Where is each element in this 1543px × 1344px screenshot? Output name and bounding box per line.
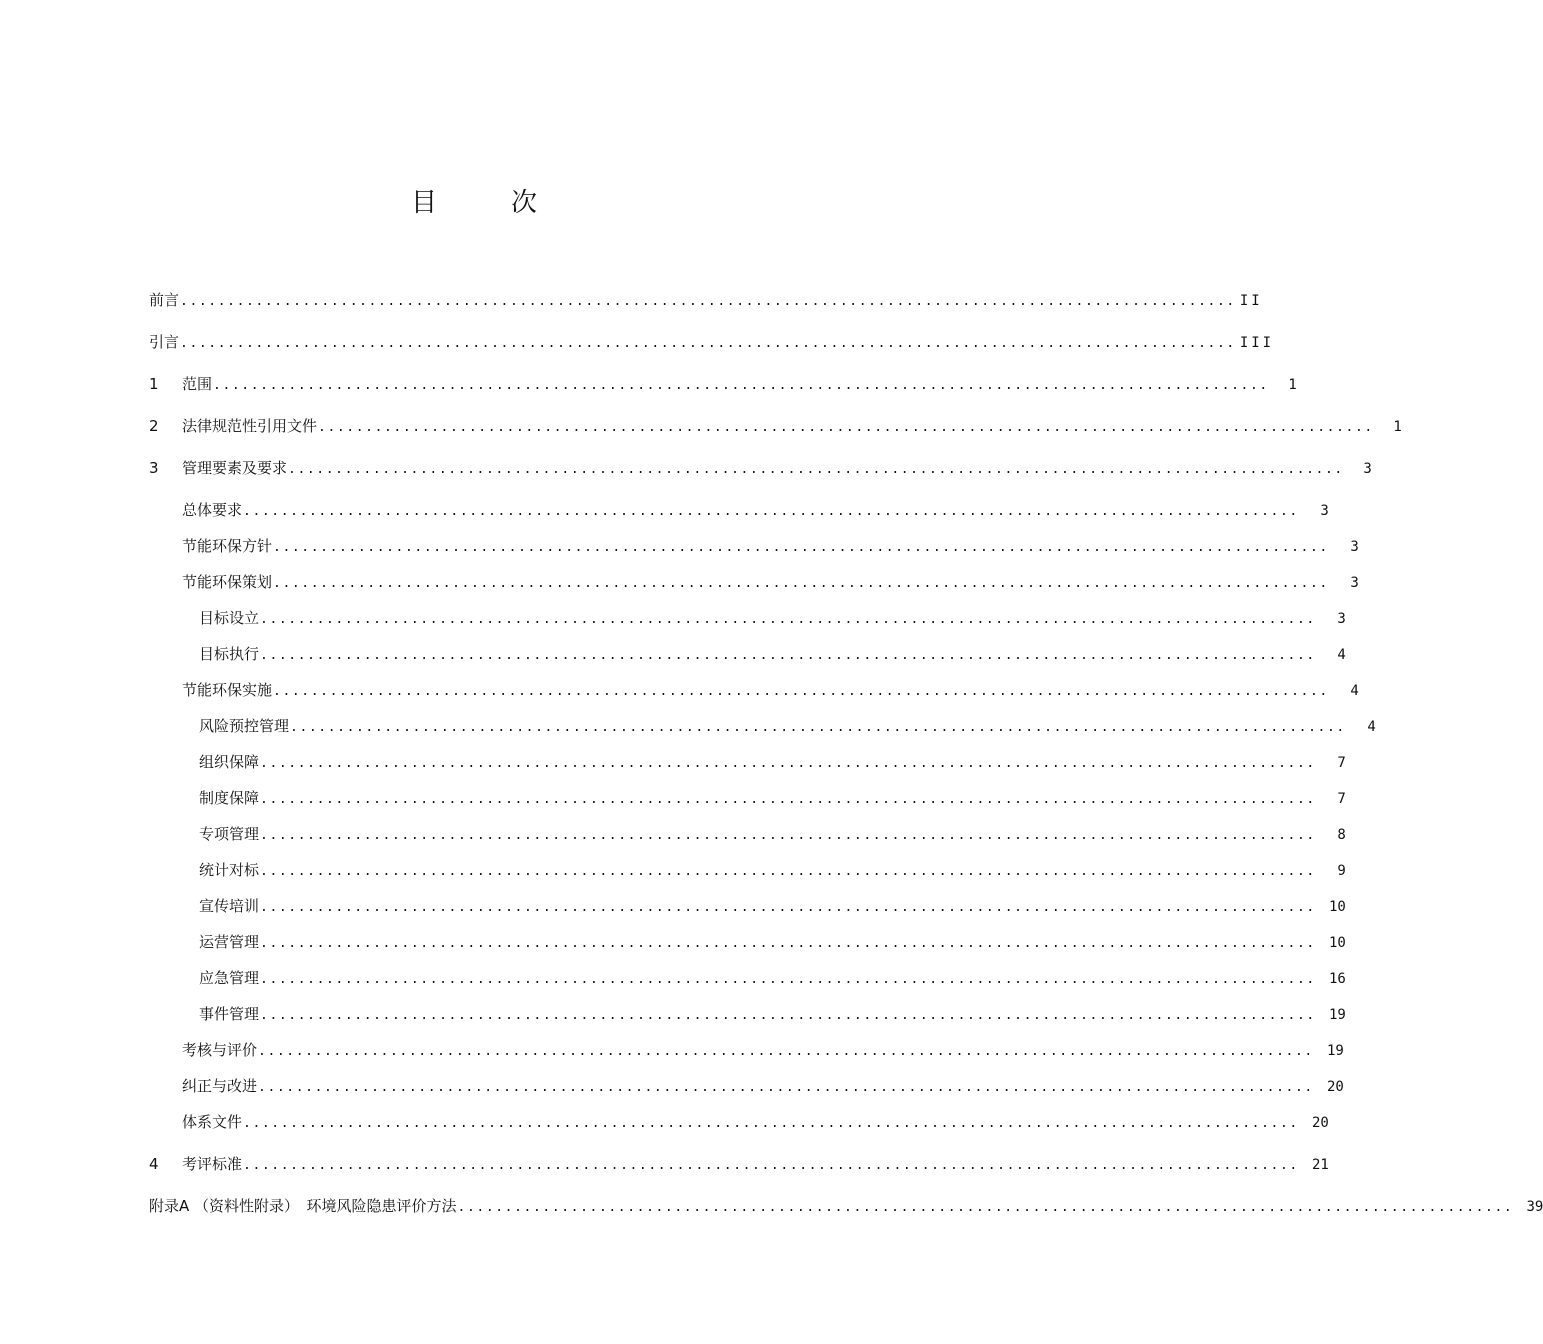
toc-entry-page: 3 (1337, 611, 1346, 627)
toc-entry-label: 引言 (149, 333, 180, 351)
toc-leader: ................................................................................................................ (273, 684, 1329, 699)
toc-entry-number: 1 (149, 375, 159, 393)
toc-entry-label: 纠正与改进 (182, 1077, 258, 1095)
toc-entry-label: 制度保障 (199, 789, 260, 807)
toc-entry-page: 19 (1328, 1007, 1346, 1023)
toc-entry-special-management[interactable] (199, 823, 1346, 845)
toc-entry-page: 20 (1311, 1115, 1329, 1131)
toc-leader: ................................................................................................................ (260, 648, 1316, 663)
toc-entry-label: 附录A （资料性附录） 环境风险隐患评价方法 (149, 1197, 457, 1215)
toc-entry-label: 节能环保实施 (182, 681, 273, 699)
toc-entry-label: 宣传培训 (199, 897, 260, 915)
toc-leader: ................................................................................................................ (273, 576, 1329, 591)
toc-entry-label: 前言 (149, 291, 180, 309)
toc-entry-page: 4 (1350, 683, 1359, 699)
toc-entry-planning[interactable] (182, 571, 1359, 593)
toc-title-char-1: 目 (410, 188, 439, 218)
toc-leader: ................................................................................................................ (260, 936, 1316, 951)
toc-title-char-2: 次 (511, 188, 540, 218)
toc-entry-page: 19 (1326, 1043, 1344, 1059)
toc-title (0, 182, 950, 219)
toc-leader: ................................................................................................................ (213, 378, 1269, 393)
toc-entry-statistics[interactable] (199, 859, 1346, 881)
toc-leader: ................................................................................................................ (457, 1200, 1514, 1215)
toc-entry-label: 组织保障 (199, 753, 260, 771)
toc-entry-label: 节能环保策划 (182, 573, 273, 591)
toc-entry-management-elements[interactable] (149, 457, 1372, 479)
toc-entry-label: 专项管理 (199, 825, 260, 843)
toc-entry-label: 法律规范性引用文件 (182, 417, 318, 435)
toc-entry-assessment[interactable] (182, 1039, 1344, 1061)
toc-entry-page: 3 (1350, 575, 1359, 591)
toc-leader: ................................................................................................................ (260, 756, 1316, 771)
toc-entry-page: 3 (1363, 461, 1372, 477)
toc-entry-correction[interactable] (182, 1075, 1344, 1097)
toc-leader: ................................................................................................................ (243, 1116, 1299, 1131)
toc-entry-normative-references[interactable] (149, 415, 1402, 437)
toc-entry-target-execution[interactable] (199, 643, 1346, 665)
toc-entry-label: 应急管理 (199, 969, 260, 987)
toc-entry-emergency[interactable] (199, 967, 1346, 989)
toc-entry-page: III (1239, 335, 1275, 351)
toc-entry-label: 体系文件 (182, 1113, 243, 1131)
toc-leader: ................................................................................................................ (318, 420, 1374, 435)
toc-entry-introduction[interactable] (149, 331, 1275, 353)
toc-entry-institution[interactable] (199, 787, 1346, 809)
toc-entry-label: 考评标准 (182, 1155, 243, 1173)
toc-leader: ................................................................................................................ (180, 294, 1236, 309)
toc-entry-number: 2 (149, 417, 159, 435)
toc-entry-organization[interactable] (199, 751, 1346, 773)
toc-entry-scope[interactable] (149, 373, 1297, 395)
toc-entry-label: 范围 (182, 375, 213, 393)
toc-entry-label: 管理要素及要求 (182, 459, 288, 477)
toc-entry-implementation[interactable] (182, 679, 1359, 701)
toc-entry-policy[interactable] (182, 535, 1359, 557)
toc-entry-label: 运营管理 (199, 933, 260, 951)
toc-entry-appendix-a[interactable] (149, 1195, 1543, 1217)
toc-entry-general-requirements[interactable] (182, 499, 1329, 521)
toc-entry-page: 8 (1337, 827, 1346, 843)
toc-entry-page: 3 (1320, 503, 1329, 519)
toc-entry-risk-control[interactable] (199, 715, 1376, 737)
toc-leader: ................................................................................................................ (258, 1044, 1314, 1059)
toc-entry-label: 事件管理 (199, 1005, 260, 1023)
toc-entry-page: 16 (1328, 971, 1346, 987)
toc-entry-page: 1 (1288, 377, 1297, 393)
toc-entry-page: 3 (1350, 539, 1359, 555)
toc-entry-label: 目标执行 (199, 645, 260, 663)
toc-leader: ................................................................................................................ (180, 336, 1236, 351)
toc-entry-system-documents[interactable] (182, 1111, 1329, 1133)
toc-entry-label: 总体要求 (182, 501, 243, 519)
toc-entry-label: 考核与评价 (182, 1041, 258, 1059)
toc-entry-number: 3 (149, 459, 159, 477)
toc-leader: ................................................................................................................ (243, 1158, 1299, 1173)
toc-entry-label: 目标设立 (199, 609, 260, 627)
toc-leader: ................................................................................................................ (258, 1080, 1314, 1095)
toc-entry-page: 4 (1367, 719, 1376, 735)
toc-leader: ................................................................................................................ (260, 828, 1316, 843)
toc-leader: ................................................................................................................ (260, 972, 1316, 987)
toc-entry-operation[interactable] (199, 931, 1346, 953)
toc-entry-page: 9 (1337, 863, 1346, 879)
toc-entry-page: 7 (1337, 755, 1346, 771)
toc-leader: ................................................................................................................ (260, 792, 1316, 807)
toc-entry-evaluation-standard[interactable] (149, 1153, 1329, 1175)
toc-leader: ................................................................................................................ (260, 864, 1316, 879)
toc-entry-target-setting[interactable] (199, 607, 1346, 629)
toc-entry-label: 节能环保方针 (182, 537, 273, 555)
toc-entry-page: 39 (1526, 1199, 1543, 1215)
toc-entry-number: 4 (149, 1155, 159, 1173)
toc-entry-page: 7 (1337, 791, 1346, 807)
toc-leader: ................................................................................................................ (273, 540, 1329, 555)
toc-entry-page: 4 (1337, 647, 1346, 663)
toc-entry-label: 统计对标 (199, 861, 260, 879)
toc-entry-page: 1 (1393, 419, 1402, 435)
toc-entry-foreword[interactable] (149, 289, 1263, 311)
toc-entry-incident[interactable] (199, 1003, 1346, 1025)
toc-leader: ................................................................................................................ (260, 900, 1316, 915)
toc-entry-label: 风险预控管理 (199, 717, 290, 735)
toc-entry-page: 10 (1328, 935, 1346, 951)
toc-leader: ................................................................................................................ (288, 462, 1344, 477)
toc-entry-page: 10 (1328, 899, 1346, 915)
toc-entry-training[interactable] (199, 895, 1346, 917)
toc-leader: ................................................................................................................ (260, 612, 1316, 627)
toc-leader: ................................................................................................................ (290, 720, 1346, 735)
toc-entry-page: 20 (1326, 1079, 1344, 1095)
toc-entry-page: 21 (1311, 1157, 1329, 1173)
toc-leader: ................................................................................................................ (243, 504, 1299, 519)
toc-entry-page: II (1239, 293, 1263, 309)
toc-leader: ................................................................................................................ (260, 1008, 1316, 1023)
